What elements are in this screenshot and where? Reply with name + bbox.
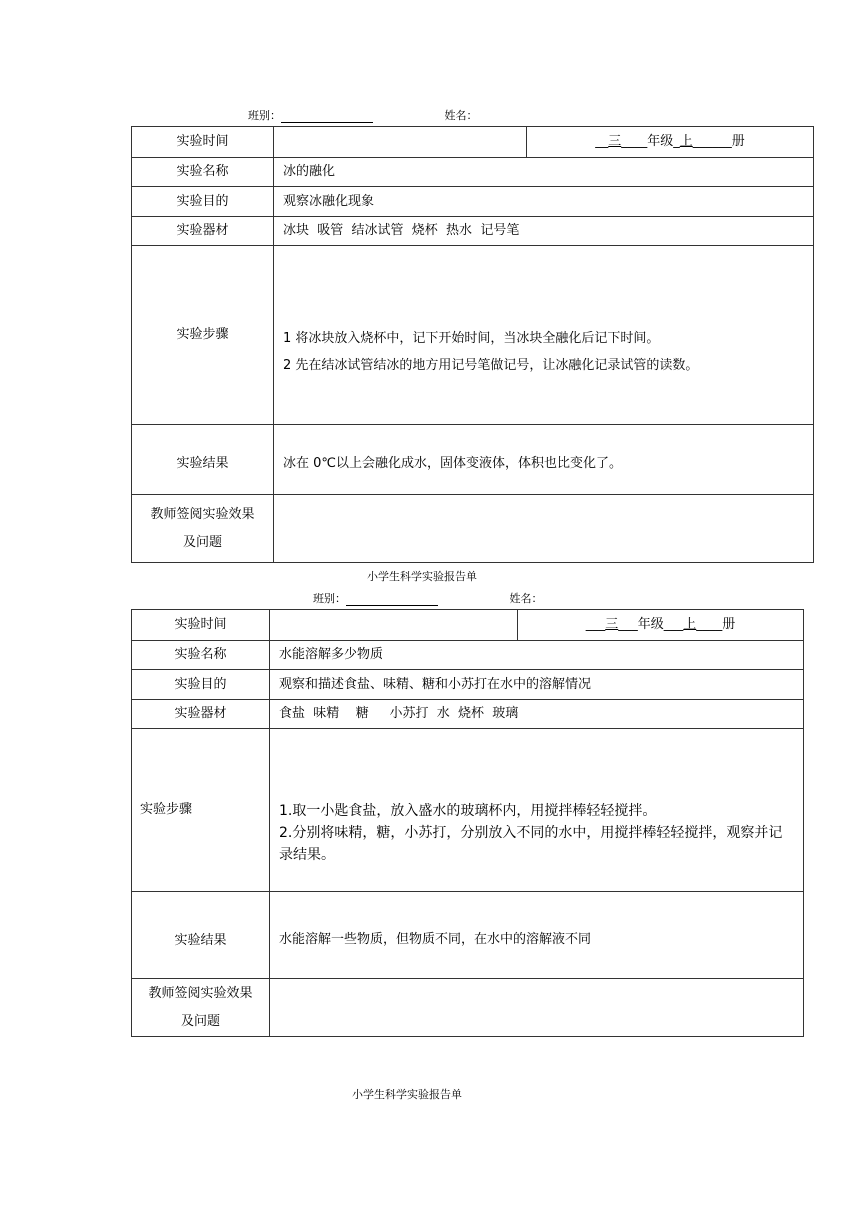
sheet1-term-suffix: ______ — [692, 134, 732, 149]
sheet1-term-value: 上 — [679, 134, 693, 149]
sheet1-name-label: 姓名： — [444, 109, 478, 122]
sheet2-step-2: 2.分别将味精，糖，小苏打，分别放入不同的水中，用搅拌棒轻轻搅拌，观察并记录结果。 — [279, 824, 783, 863]
sheet1-time-value[interactable] — [274, 127, 527, 158]
sheet1-teacher-label-line1: 教师签阅实验效果 — [150, 506, 255, 522]
sheet2-name-row-label: 实验名称 — [132, 641, 270, 670]
sheet1-steps-label: 实验步骤 — [132, 246, 274, 425]
sheet2-term-value: 上 — [683, 617, 697, 632]
sheet2-title: 小学生科学实验报告单 — [367, 570, 477, 583]
sheet2-volume-word: 册 — [722, 617, 736, 632]
sheet1-grade-prefix: __ — [595, 134, 609, 149]
sheet2-row-steps — [132, 729, 804, 892]
sheet1-volume-word: 册 — [731, 134, 745, 149]
sheet1-term-prefix: _ — [673, 134, 680, 149]
sheet1-grade-word: 年级 — [647, 134, 674, 149]
sheet1-grade-mid: ____ — [621, 134, 648, 149]
sheet2-purpose-label: 实验目的 — [132, 670, 270, 700]
sheet2-report-table — [131, 609, 804, 1037]
sheet1-class-blank[interactable] — [281, 122, 373, 123]
sheet2-row-teacher — [132, 979, 804, 1037]
sheet1-time-label: 实验时间 — [132, 127, 274, 158]
sheet1-row-time — [132, 127, 814, 158]
sheet1-materials-label: 实验器材 — [132, 217, 274, 246]
sheet2-row-materials — [132, 700, 804, 729]
sheet2-purpose-value: 观察和描述食盐、味精、糖和小苏打在水中的溶解情况 — [270, 670, 804, 700]
sheet2-result-value: 水能溶解一些物质，但物质不同，在水中的溶解液不同 — [270, 892, 804, 979]
sheet1-steps-value — [274, 246, 814, 425]
sheet2-grade-mid: ___ — [618, 617, 638, 632]
sheet2-steps-value — [270, 729, 804, 892]
sheet2-teacher-label — [132, 979, 270, 1037]
sheet1-report-table — [131, 126, 814, 563]
sheet2-class-name-line — [313, 590, 543, 606]
sheet2-row-time — [132, 610, 804, 641]
sheet2-time-label: 实验时间 — [132, 610, 270, 641]
sheet1-result-label: 实验结果 — [132, 425, 274, 495]
sheet1-class-name-line — [248, 107, 478, 123]
sheet2-teacher-label-line2: 及问题 — [180, 1013, 220, 1029]
sheet1-row-steps — [132, 246, 814, 425]
sheet1-name-row-label: 实验名称 — [132, 158, 274, 187]
sheet1-name-value: 冰的融化 — [274, 158, 814, 187]
sheet1-row-purpose — [132, 187, 814, 217]
sheet2-term-prefix: ___ — [663, 617, 684, 632]
sheet2-class-label: 班别： — [313, 592, 346, 605]
sheet1-class-label: 班别： — [248, 109, 281, 122]
sheet2-grade-prefix: ___ — [585, 617, 606, 632]
sheet1-teacher-label-line2: 及问题 — [182, 534, 222, 550]
sheet1-teacher-label — [132, 495, 274, 563]
sheet1-result-value: 冰在 0℃以上会融化成水，固体变液体，体积也比变化了。 — [274, 425, 814, 495]
sheet2-row-result — [132, 892, 804, 979]
sheet2-time-value[interactable] — [270, 610, 518, 641]
sheet1-purpose-value: 观察冰融化现象 — [274, 187, 814, 217]
sheet2-name-value: 水能溶解多少物质 — [270, 641, 804, 670]
sheet1-row-result — [132, 425, 814, 495]
sheet2-materials-label: 实验器材 — [132, 700, 270, 729]
sheet1-teacher-value[interactable] — [274, 495, 814, 563]
sheet2-steps-label: 实验步骤 — [132, 729, 270, 892]
sheet1-grade-cell — [527, 127, 814, 158]
sheet2-teacher-value[interactable] — [270, 979, 804, 1037]
sheet2-grade-value: 三 — [605, 617, 619, 632]
sheet2-class-blank[interactable] — [346, 605, 438, 606]
sheet1-materials-value: 冰块 吸管 结冰试管 烧杯 热水 记号笔 — [274, 217, 814, 246]
sheet1-row-teacher — [132, 495, 814, 563]
sheet2-row-purpose — [132, 670, 804, 700]
sheet1-purpose-label: 实验目的 — [132, 187, 274, 217]
sheet2-step-1: 1.取一小匙食盐，放入盛水的玻璃杯内，用搅拌棒轻轻搅拌。 — [279, 802, 657, 819]
sheet1-row-name — [132, 158, 814, 187]
sheet2-materials-value: 食盐 味精 糖 小苏打 水 烧杯 玻璃 — [270, 700, 804, 729]
sheet2-result-label: 实验结果 — [132, 892, 270, 979]
sheet1-row-materials — [132, 217, 814, 246]
footer-title: 小学生科学实验报告单 — [352, 1088, 462, 1101]
sheet2-name-label: 姓名： — [509, 592, 543, 605]
sheet1-grade-value: 三 — [608, 134, 622, 149]
sheet2-term-suffix: ____ — [696, 617, 723, 632]
sheet2-row-name — [132, 641, 804, 670]
sheet2-grade-cell — [518, 610, 804, 641]
sheet1-step-1: 1 将冰块放入烧杯中，记下开始时间，当冰块全融化后记下时间。 — [283, 331, 660, 346]
sheet1-step-2: 2 先在结冰试管结冰的地方用记号笔做记号，让冰融化记录试管的读数。 — [283, 358, 699, 373]
sheet2-grade-word: 年级 — [637, 617, 664, 632]
sheet2-teacher-label-line1: 教师签阅实验效果 — [148, 985, 253, 1001]
